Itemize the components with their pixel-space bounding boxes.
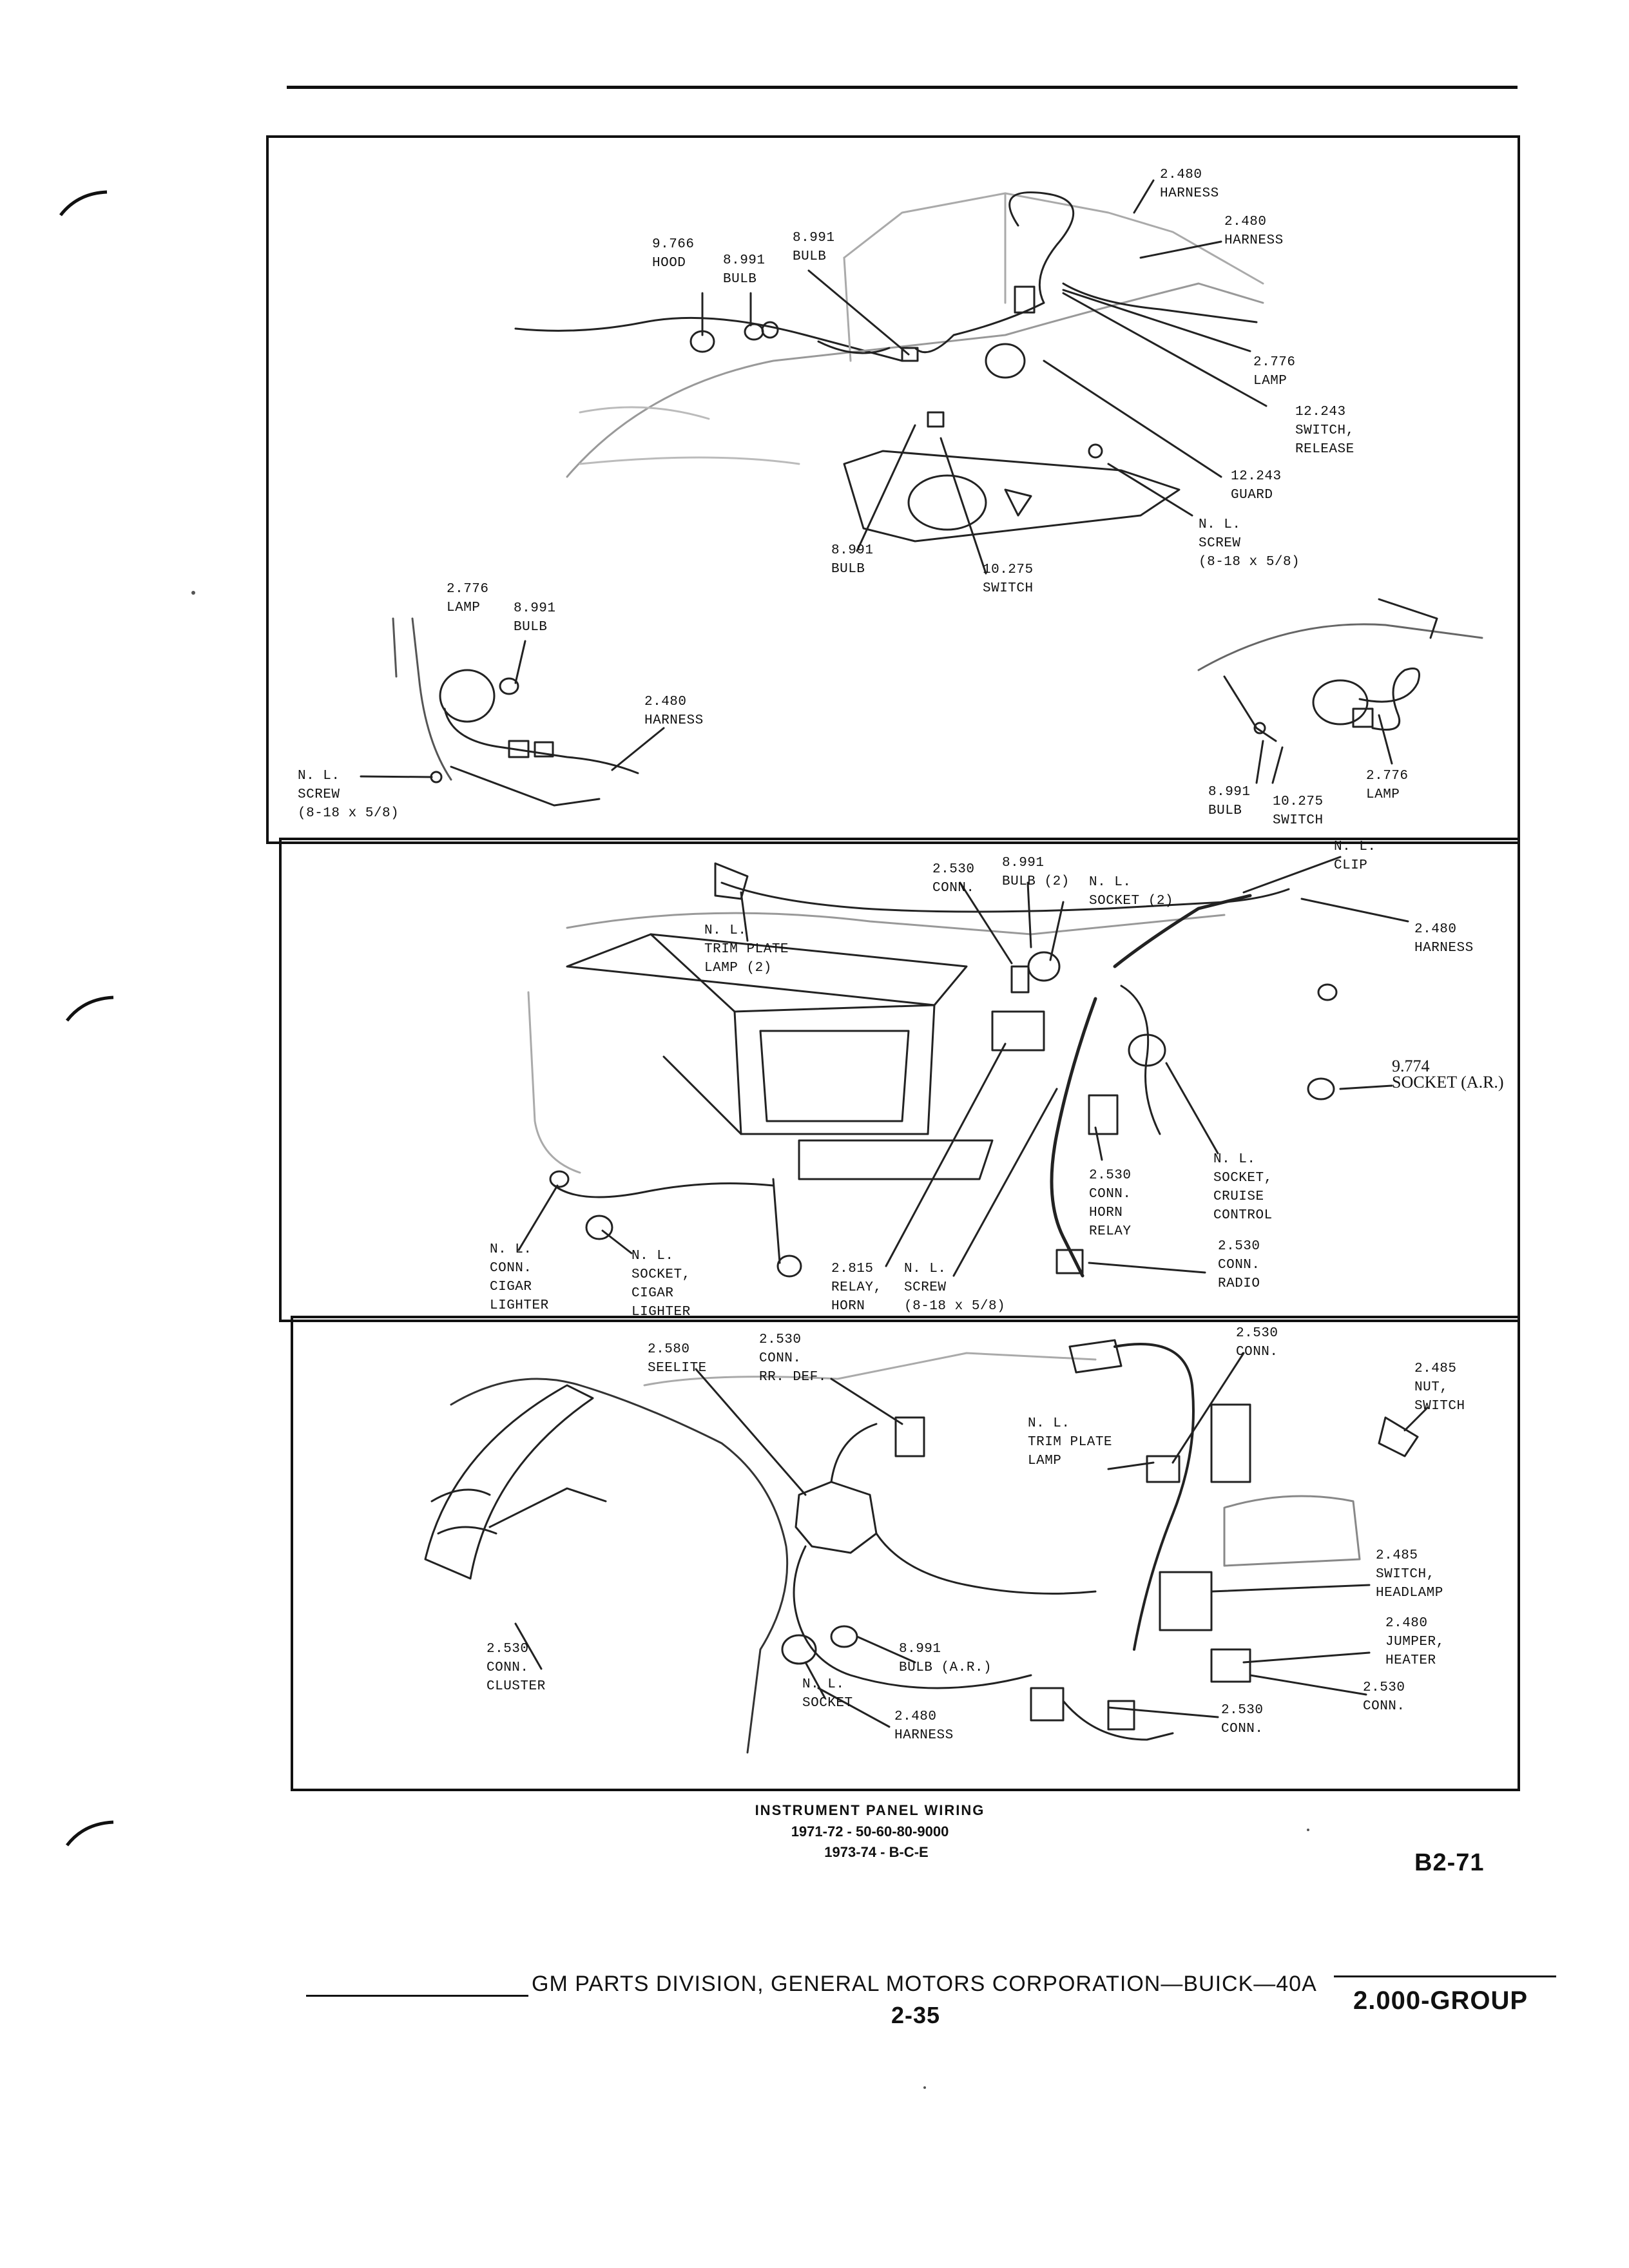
label-bulb-ar: 8.991 BULB (A.R.) xyxy=(899,1642,992,1675)
label-lamp: 2.776 LAMP xyxy=(1366,769,1409,802)
label-relay-horn: 2.815 RELAY, HORN xyxy=(831,1262,882,1314)
label-guard: 12.243 GUARD xyxy=(1231,469,1282,503)
label-lamp: 2.776 LAMP xyxy=(447,582,489,615)
label-switch: 10.275 SWITCH xyxy=(1273,794,1324,828)
label-jumper-heater: 2.480 JUMPER, HEATER xyxy=(1385,1616,1445,1668)
label-trim-plate-lamp: N. L. TRIM PLATE LAMP xyxy=(1028,1416,1113,1468)
label-conn-cluster: 2.530 CONN. CLUSTER xyxy=(487,1642,546,1694)
figure-code: B2-71 xyxy=(1414,1849,1485,1876)
footer-rule-right xyxy=(1334,1975,1556,1977)
panel1-inset-right xyxy=(1199,599,1482,783)
label-clip: N. L. CLIP xyxy=(1334,840,1376,873)
label-conn: 2.530 CONN. xyxy=(1221,1703,1264,1736)
footer-group: 2.000-GROUP xyxy=(1353,1986,1528,2015)
label-hood: 9.766 HOOD xyxy=(652,237,695,271)
label-socket: N. L. SOCKET xyxy=(802,1677,853,1711)
panel3-linework xyxy=(425,1340,1427,1753)
figure-caption-title: INSTRUMENT PANEL WIRING xyxy=(755,1802,985,1818)
label-bulb: 8.991 BULB xyxy=(723,253,766,287)
label-bulb: 8.991 BULB xyxy=(1208,785,1251,818)
footer-page-number: 2-35 xyxy=(891,2002,941,2028)
label-harness: 2.480 HARNESS xyxy=(1414,922,1474,956)
label-socket-cigar-lighter: N. L. SOCKET, CIGAR LIGHTER xyxy=(631,1249,691,1320)
panel1-linework xyxy=(516,180,1266,573)
label-screw: N. L. SCREW (8-18 x 5/8) xyxy=(904,1262,1006,1314)
label-conn-radio: 2.530 CONN. RADIO xyxy=(1218,1239,1260,1291)
label-bulb-2: 8.991 BULB (2) xyxy=(1002,856,1070,889)
footer-division: GM PARTS DIVISION, GENERAL MOTORS CORPORATION—BUICK—40A xyxy=(532,1972,1317,1996)
label-switch-release: 12.243 SWITCH, RELEASE xyxy=(1295,405,1354,457)
label-bulb: 8.991 BULB xyxy=(793,231,835,264)
label-harness: 2.480 HARNESS xyxy=(644,695,704,728)
label-harness: 2.480 HARNESS xyxy=(894,1709,954,1743)
label-socket-cruise-control: N. L. SOCKET, CRUISE CONTROL xyxy=(1213,1152,1273,1223)
label-conn-cigar-lighter: N. L. CONN. CIGAR LIGHTER xyxy=(490,1242,549,1313)
label-socket-2: N. L. SOCKET (2) xyxy=(1089,875,1174,908)
label-harness: 2.480 HARNESS xyxy=(1160,168,1219,201)
label-bulb: 8.991 BULB xyxy=(514,601,556,635)
label-bulb: 8.991 BULB xyxy=(831,543,874,577)
label-socket-ar: SOCKET (A.R.) xyxy=(1392,1073,1504,1091)
label-conn: 2.530 CONN. xyxy=(932,862,975,896)
figure-caption-years-2: 1973-74 - B-C-E xyxy=(824,1844,929,1860)
label-harness: 2.480 HARNESS xyxy=(1224,215,1284,248)
label-screw: N. L. SCREW (8-18 x 5/8) xyxy=(298,769,400,821)
label-switch-headlamp: 2.485 SWITCH, HEADLAMP xyxy=(1376,1548,1443,1600)
label-seelite: 2.580 SEELITE xyxy=(648,1342,707,1376)
figure-caption-years-1: 1971-72 - 50-60-80-9000 xyxy=(791,1823,949,1840)
label-conn-horn-relay: 2.530 CONN. HORN RELAY xyxy=(1089,1168,1132,1239)
label-screw: N. L. SCREW (8-18 x 5/8) xyxy=(1199,517,1300,570)
label-nut-switch: 2.485 NUT, SWITCH xyxy=(1414,1361,1465,1414)
label-socket-ar-number: 9.774 xyxy=(1392,1057,1430,1075)
label-conn: 2.530 CONN. xyxy=(1363,1680,1405,1714)
panel2-linework xyxy=(519,857,1408,1276)
label-conn: 2.530 CONN. xyxy=(1236,1326,1278,1360)
label-trim-plate-lamp: N. L. TRIM PLATE LAMP (2) xyxy=(704,923,789,975)
footer-rule-left xyxy=(306,1995,528,1997)
panel1-inset-left xyxy=(361,619,664,805)
label-conn-rr-def: 2.530 CONN. RR. DEF. xyxy=(759,1332,827,1385)
label-switch: 10.275 SWITCH xyxy=(983,562,1034,596)
label-lamp: 2.776 LAMP xyxy=(1253,355,1296,389)
